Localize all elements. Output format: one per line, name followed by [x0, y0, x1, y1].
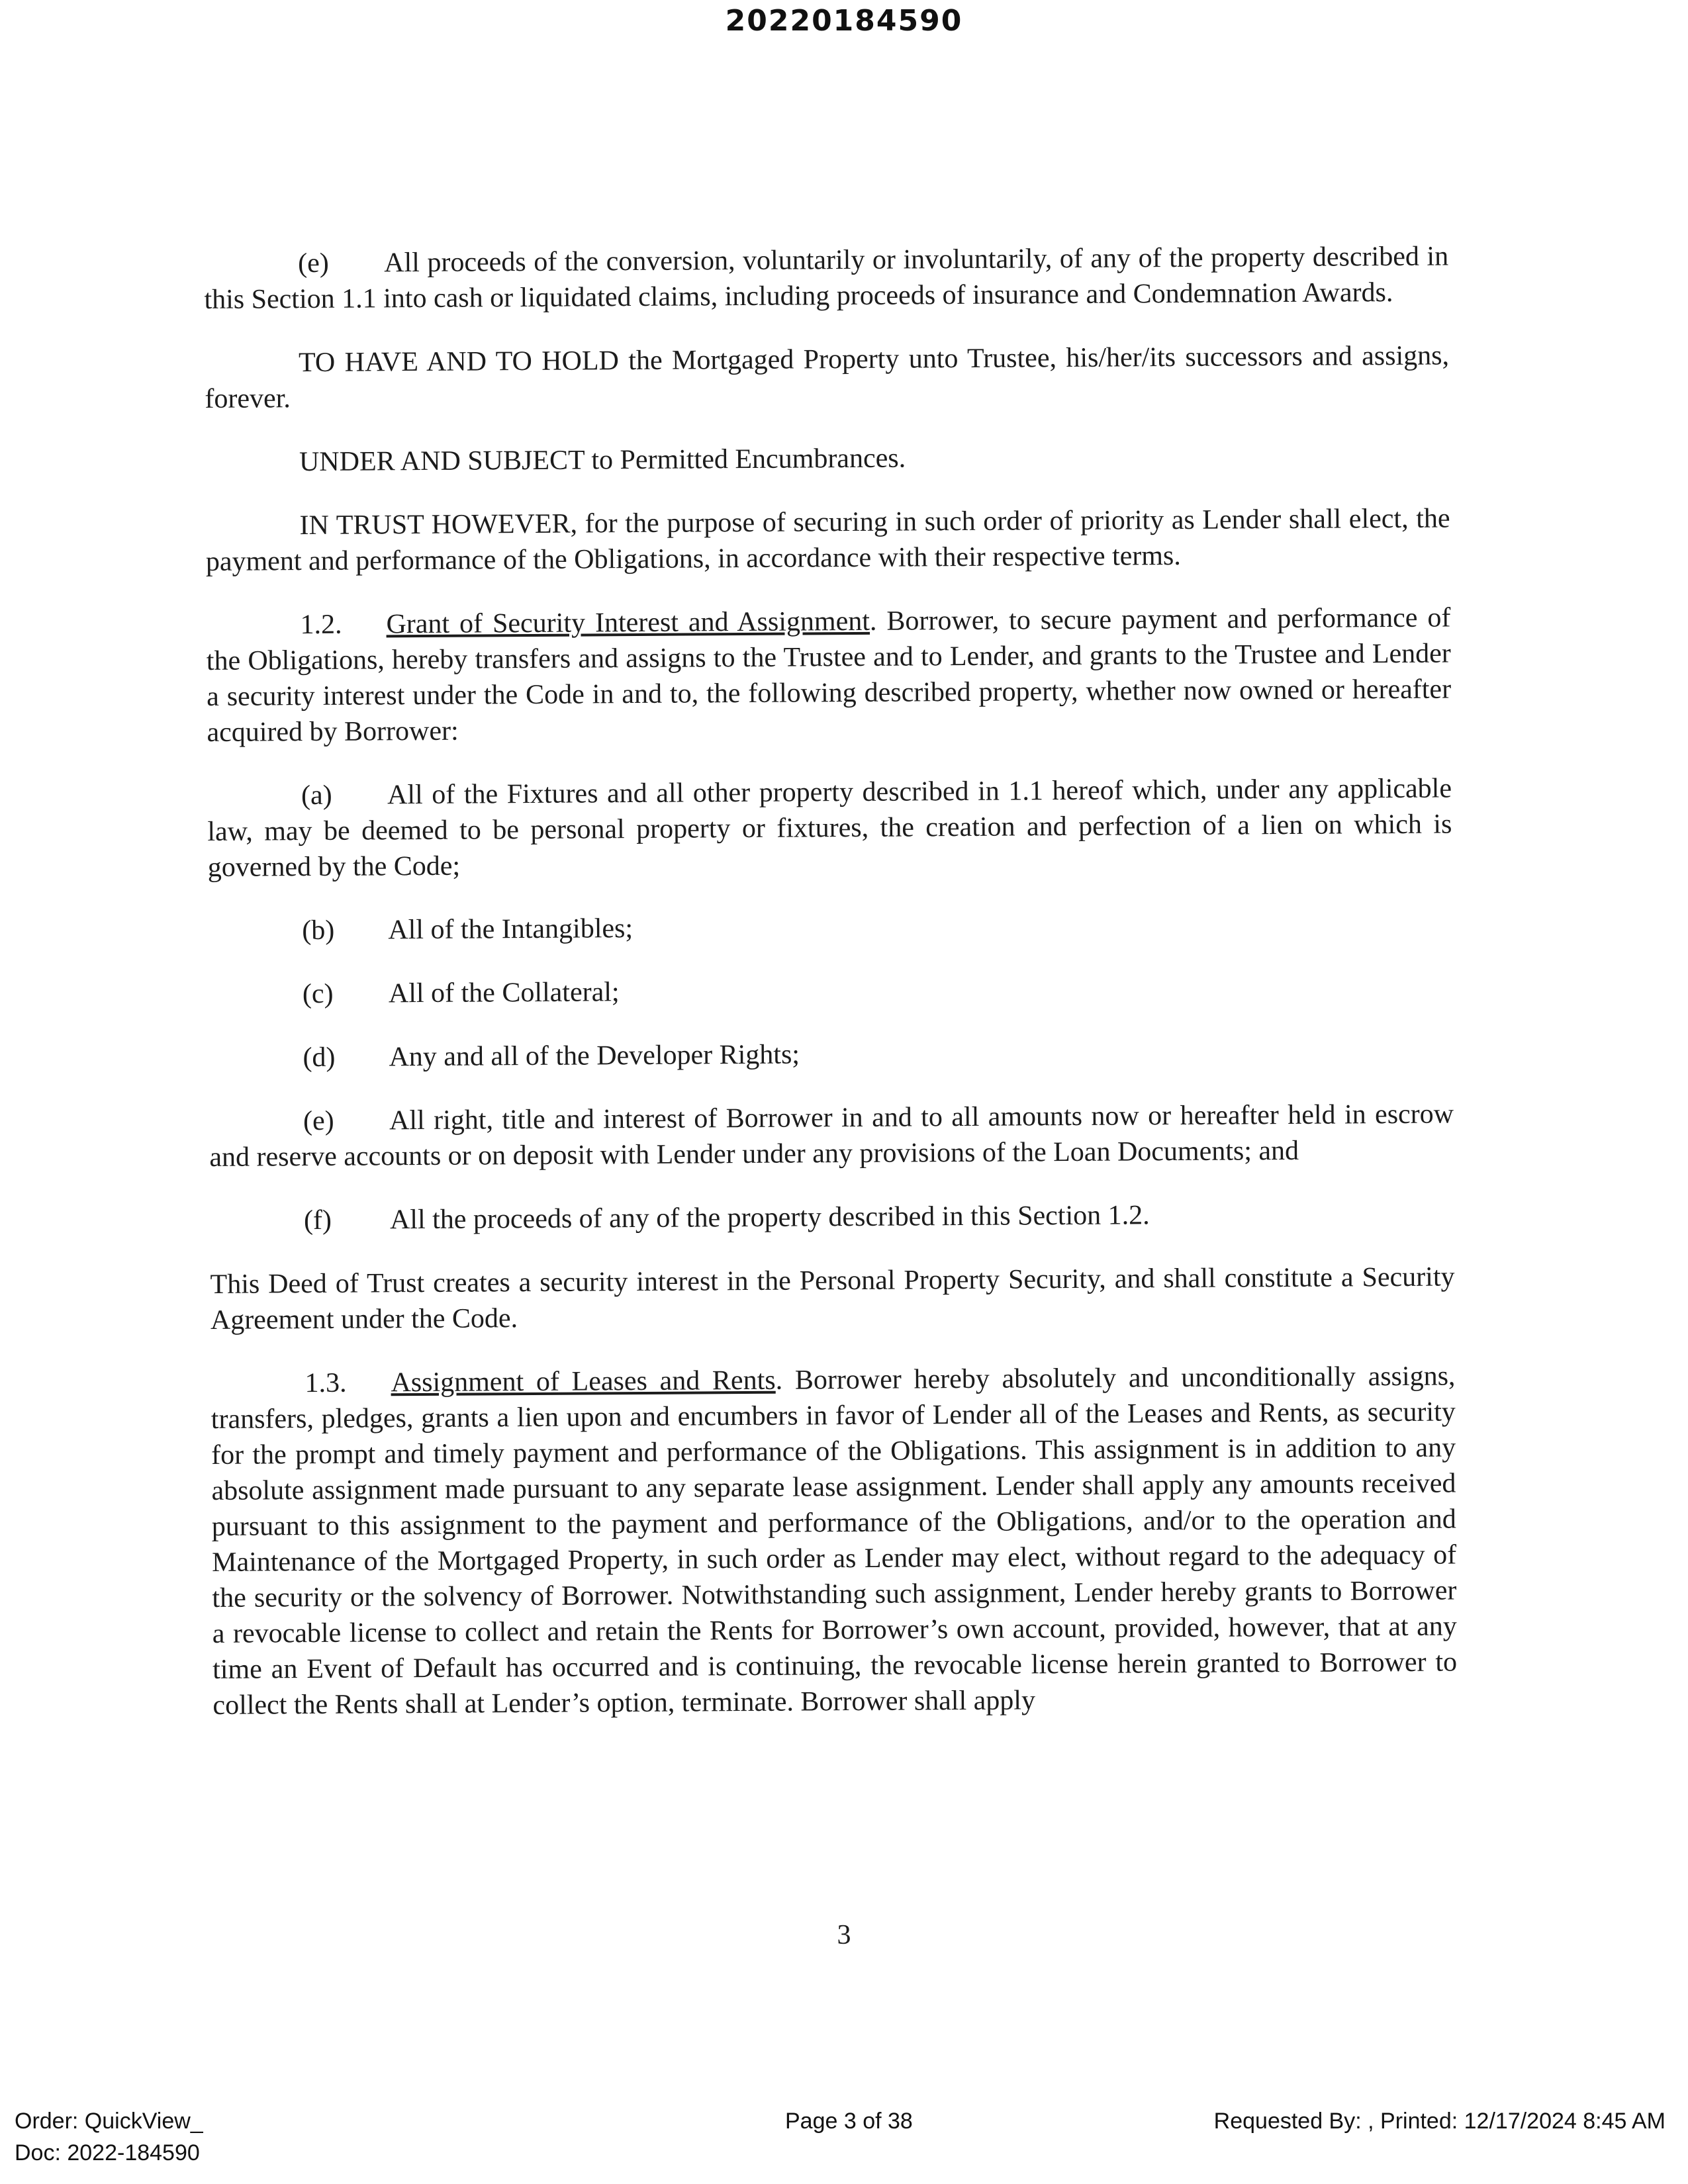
- item-text: All proceeds of the conversion, voluntarily or involuntarily, of any of the property described in this Section 1.1 into cash or liquidated claims, including proceeds of insurance and Condemnation Awards.: [204, 241, 1449, 315]
- list-item-a: [207, 771, 1452, 886]
- item-text: All right, title and interest of Borrower in and to all amounts now or hereafter held in escrow and reserve accounts or on deposit with Lender under any provisions of the Loan Documents; and: [209, 1099, 1454, 1173]
- item-label: (d): [303, 1042, 336, 1073]
- footer-doc: Doc: 2022-184590: [15, 2140, 200, 2165]
- list-item-f: [210, 1195, 1454, 1238]
- item-label: (f): [303, 1205, 332, 1236]
- section-1-2: [206, 600, 1451, 751]
- security-agreement-clause: This Deed of Trust creates a security interest in the Personal Property Security, and shall constitute a Security Agreement under the Code.: [210, 1261, 1455, 1336]
- item-text: All the proceeds of any of the property described in this Section 1.2.: [389, 1200, 1150, 1236]
- document-body: [204, 239, 1458, 1751]
- under-subject-clause: UNDER AND SUBJECT to Permitted Encumbrances.: [299, 443, 906, 478]
- item-label: (c): [302, 978, 334, 1010]
- in-trust-clause: IN TRUST HOWEVER, for the purpose of securing in such order of priority as Lender shall elect, the payment and performance of the Obligations, in accordance with their respective terms.: [205, 503, 1450, 577]
- footer-page-count: Page 3 of 38: [785, 2109, 913, 2134]
- item-label: (a): [301, 780, 332, 811]
- item-label: (e): [303, 1105, 334, 1137]
- item-text: All of the Collateral;: [388, 977, 620, 1009]
- section-text: . Borrower hereby absolutely and unconditionally assigns, transfers, pledges, grants a lien upon and encumbers in favor of Lender all of the Leases and Rents, as security for the prompt and timely payment and performance of the Obligations. This assignment is in addition to any absolute assignment made pursuant to any separate lease assignment. Lender shall apply any amounts received pursuant to this assignment to the payment and performance of the Obligations, and/or to the operation and Maintenance of the Mortgaged Property, in such order as Lender may elect, without regard to the adequacy of the security or the solvency of Borrower. Notwithstanding such assignment, Lender hereby grants to Borrower a revocable license to collect and retain the Rents for Borrower’s own account, provided, however, that at any time an Event of Default has occurred and is continuing, the revocable license herein granted to Borrower to collect the Rents shall at Lender’s option, terminate. Borrower shall apply: [211, 1361, 1458, 1721]
- section-text: . Borrower, to secure payment and performance of the Obligations, hereby transfers and assigns to the Trustee and to Lender, and grants to the Trustee and Lender a security interest under the Code in and to, the following described property, whether now owned or hereafter acquired by Borrower:: [206, 602, 1452, 748]
- list-item-e: [209, 1096, 1454, 1175]
- footer-order: Order: QuickView_: [15, 2109, 203, 2134]
- item-text: All of the Intangibles;: [388, 913, 633, 946]
- item-text: All of the Fixtures and all other property described in 1.1 hereof which, under any applicable law, may be deemed to be personal property or fixtures, the creation and perfection of a lien on which is governed by the Code;: [207, 773, 1452, 883]
- section-1-3: [211, 1358, 1457, 1723]
- item-label: (e): [298, 248, 329, 279]
- habendum-clause: TO HAVE AND TO HOLD the Mortgaged Property unto Trustee, his/her/its successors and assigns, forever.: [205, 340, 1450, 414]
- list-item-b: [208, 905, 1452, 948]
- paragraph-1-1-e: [204, 239, 1449, 318]
- page-number: 3: [837, 1920, 851, 1950]
- section-heading: Assignment of Leases and Rents: [391, 1365, 776, 1398]
- list-item-c: [209, 969, 1453, 1012]
- section-heading: Grant of Security Interest and Assignment: [386, 606, 870, 640]
- recording-number: 20220184590: [725, 4, 963, 38]
- list-item-d: [209, 1032, 1453, 1075]
- section-number: 1.2.: [300, 609, 342, 641]
- item-text: Any and all of the Developer Rights;: [389, 1039, 800, 1073]
- section-number: 1.3.: [305, 1367, 347, 1399]
- footer-requested-printed: Requested By: , Printed: 12/17/2024 8:45 AM: [1213, 2109, 1665, 2134]
- item-label: (b): [302, 915, 335, 946]
